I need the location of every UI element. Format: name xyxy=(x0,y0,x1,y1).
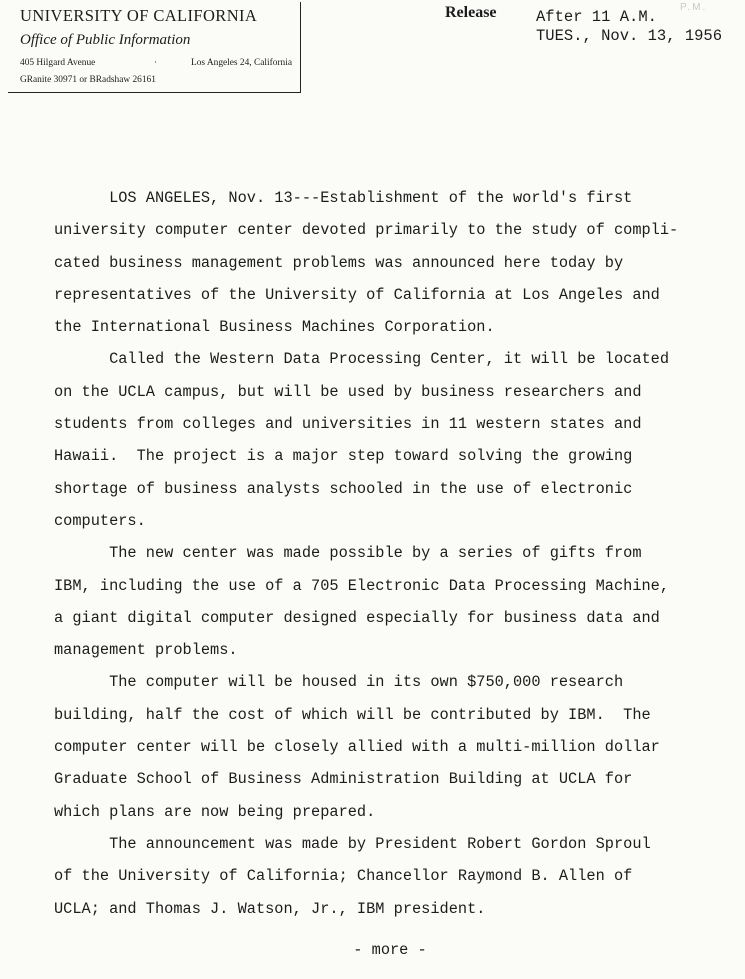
address-street: 405 Hilgard Avenue xyxy=(20,58,96,68)
body-line: The computer will be housed in its own $750,000 research xyxy=(54,673,624,692)
address-line xyxy=(20,58,292,68)
body-line: students from colleges and universities in 11 western states and xyxy=(54,415,642,434)
phone-numbers: GRanite 30971 or BRadshaw 26161 xyxy=(20,75,156,85)
body-line: Hawaii. The project is a major step toward solving the growing xyxy=(54,447,633,466)
body-line: The announcement was made by President Robert Gordon Sproul xyxy=(54,834,651,853)
body-line: cated business management problems was announced here today by xyxy=(54,253,624,272)
release-time xyxy=(536,8,722,46)
press-release-body xyxy=(54,182,724,925)
body-line: computer center will be closely allied with a multi-million dollar xyxy=(54,738,660,757)
release-time-line-1: After 11 A.M. xyxy=(536,8,657,26)
body-line: university computer center devoted primarily to the study of compli- xyxy=(54,221,679,240)
body-line: UCLA; and Thomas J. Watson, Jr., IBM president. xyxy=(54,899,486,918)
release-label: Release xyxy=(445,4,497,21)
body-line: of the University of California; Chancellor Raymond B. Allen of xyxy=(54,867,633,886)
pencil-annotation: P.M. xyxy=(680,2,708,13)
university-name: UNIVERSITY OF CALIFORNIA xyxy=(20,6,258,25)
body-line: Graduate School of Business Administration Building at UCLA for xyxy=(54,770,633,789)
office-name: Office of Public Information xyxy=(20,32,191,48)
release-time-line-2: TUES., Nov. 13, 1956 xyxy=(536,27,723,45)
body-line: shortage of business analysts schooled in the use of electronic xyxy=(54,479,633,498)
body-line: The new center was made possible by a series of gifts from xyxy=(54,544,642,563)
body-line: the International Business Machines Corporation. xyxy=(54,318,495,337)
body-line: LOS ANGELES, Nov. 13---Establishment of the world's first xyxy=(54,189,633,207)
body-line: building, half the cost of which will be contributed by IBM. The xyxy=(54,705,651,724)
body-line: which plans are now being prepared. xyxy=(54,802,376,821)
body-line: computers. xyxy=(54,511,146,530)
body-line: a giant digital computer designed especially for business data and xyxy=(54,608,660,627)
address-separator: · xyxy=(154,58,158,68)
body-line: IBM, including the use of a 705 Electronic Data Processing Machine, xyxy=(54,576,670,595)
body-line: representatives of the University of California at Los Angeles and xyxy=(54,285,660,304)
body-line: management problems. xyxy=(54,641,238,660)
more-indicator: - more - xyxy=(353,941,427,959)
body-line: on the UCLA campus, but will be used by business researchers and xyxy=(54,382,642,401)
letterhead-box xyxy=(8,2,301,93)
address-city: Los Angeles 24, California xyxy=(190,58,292,68)
body-line: Called the Western Data Processing Center, it will be located xyxy=(54,350,670,369)
